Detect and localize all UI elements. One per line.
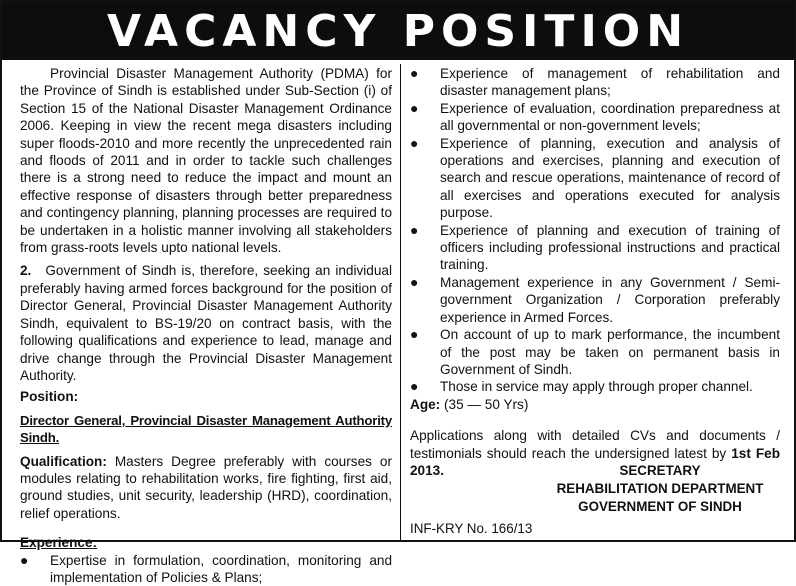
- signatory-government: GOVERNMENT OF SINDH: [578, 499, 742, 514]
- age-label: Age:: [410, 396, 441, 412]
- signatory-title: SECRETARY: [619, 463, 701, 478]
- bullet-icon: ●: [410, 273, 419, 290]
- list-item-text: Experience of planning and execution of training of officers including professional instructions and practical training.: [440, 222, 780, 273]
- list-item: [410, 326, 780, 378]
- column-divider: [400, 64, 401, 540]
- reference-number: INF-KRY No. 166/13: [410, 521, 533, 536]
- list-item: [410, 378, 780, 395]
- list-item: [410, 65, 780, 100]
- right-column: [410, 65, 780, 479]
- qualification-text: Masters Degree preferably with courses or modules relating to rehabilitation works, fire fighting, first aid, ground studies, unit security, leadership (HRD), coordination, relief operations.: [20, 453, 392, 521]
- age-value: (35 — 50 Yrs): [444, 396, 529, 412]
- list-item: [410, 100, 780, 135]
- page-title: VACANCY POSITION: [2, 2, 794, 60]
- bullet-icon: ●: [20, 551, 29, 568]
- list-item-text: Expertise in formulation, coordination, monitoring and implementation of Policies & Plans;: [50, 552, 392, 585]
- list-item-text: On account of up to mark performance, the incumbent of the post may be taken on permanent basis in Government of Sindh.: [440, 327, 780, 377]
- signature-block: [542, 462, 778, 516]
- bullet-icon: ●: [410, 221, 419, 238]
- list-item-text: Experience of planning, execution and analysis of operations and exercises, planning and execution of search and rescue operations, maintenance of record of all exercises and operations executed for analysis purpose.: [440, 135, 780, 221]
- paragraph-2: [20, 262, 392, 384]
- age-requirement: [410, 396, 780, 413]
- bullet-icon: ●: [410, 378, 419, 395]
- list-item: [410, 135, 780, 222]
- experience-heading: Experience:: [20, 535, 98, 551]
- paragraph-number: 2.: [20, 263, 32, 279]
- position-heading: Position:: [20, 389, 79, 405]
- qualification-paragraph: [20, 453, 392, 523]
- deadline-date: 1st Feb 2013.: [410, 445, 781, 478]
- paragraph-2-text: Government of Sindh is, therefore, seeking an individual preferably having armed forces background for the position of Director General, Provincial Disaster Management Authority Sindh, equivalent to BS-19/20 on contract basis, with the following qualifications and experience to lead, manage and drive change through the Provincial Disaster Management Authority.: [20, 263, 392, 383]
- position-title: Director General, Provincial Disaster Management Authority Sindh.: [20, 412, 392, 446]
- intro-paragraph: Provincial Disaster Management Authority (PDMA) for the Province of Sindh is established under Sub-Section (i) of Section 15 of the National Disaster Management Ordinance 2006. Keeping in view the recent mega disasters including super floods-2010 and more recently the unprecedented rain and floods of 2011 and in order to tackle such challenges there is a strong need to reduce the impact and mount an effective response of disasters through better preparedness and contingency planning, planning processes are required to be undertaken in a holistic manner involving all stakeholders from grass-roots levels upto national levels.: [20, 66, 392, 256]
- list-item: [20, 552, 392, 586]
- left-column: [20, 65, 392, 586]
- list-item-text: Management experience in any Government / Semi-government Organization / Corporation preferably experience in Armed Forces.: [440, 274, 780, 325]
- application-text: Applications along with detailed CVs and documents / testimonials should reach the undersigned latest by: [410, 428, 780, 461]
- list-item: [410, 222, 780, 274]
- signatory-department: REHABILITATION DEPARTMENT: [556, 481, 764, 496]
- bullet-icon: ●: [410, 99, 419, 116]
- list-item-text: Experience of evaluation, coordination preparedness at all governmental or non-government levels;: [440, 100, 780, 134]
- list-item-text: Experience of management of rehabilitation and disaster management plans;: [440, 66, 780, 99]
- qualification-label: Qualification:: [20, 453, 107, 469]
- list-item: [410, 274, 780, 326]
- list-item-text: Those in service may apply through proper channel.: [440, 379, 753, 395]
- bullet-icon: ●: [410, 65, 419, 81]
- bullet-icon: ●: [410, 326, 419, 343]
- bullet-icon: ●: [410, 134, 419, 151]
